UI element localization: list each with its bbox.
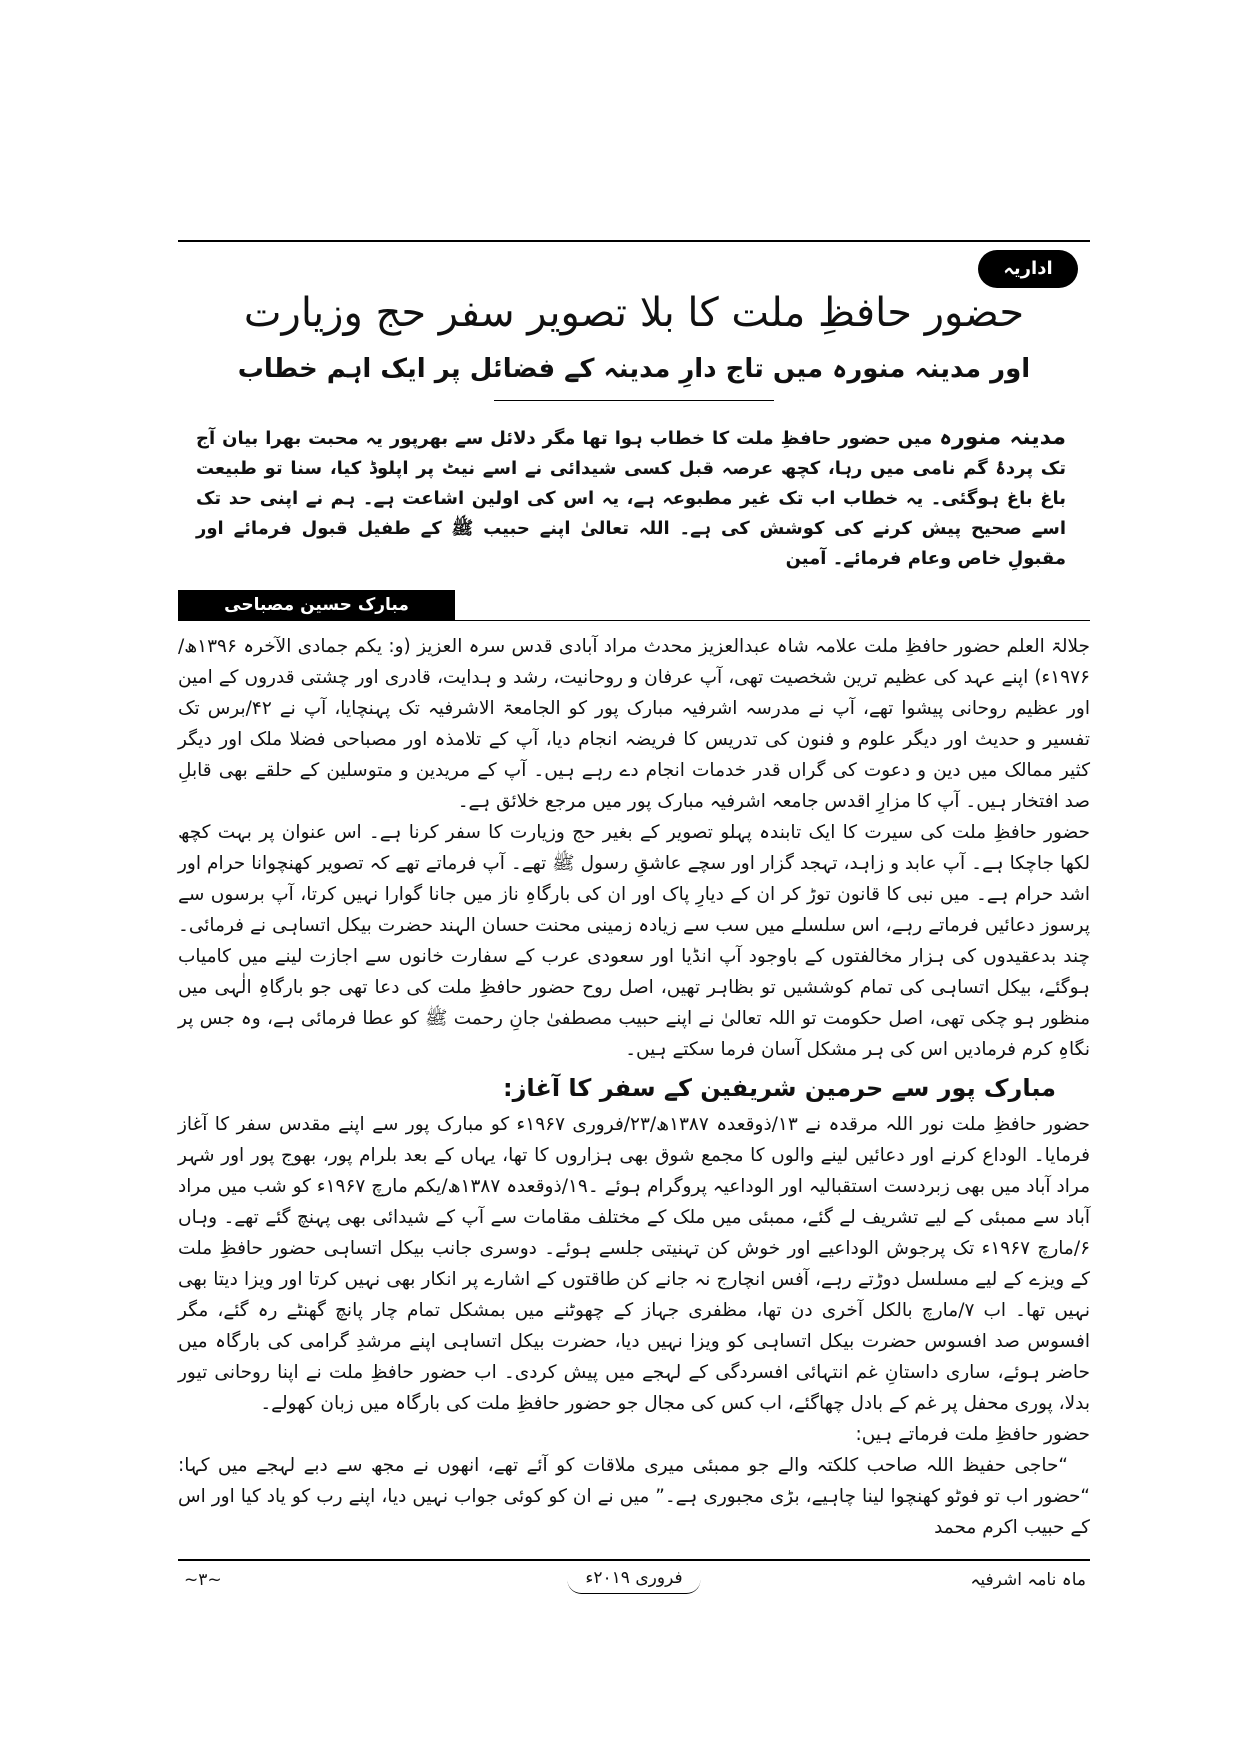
section-paragraph: حضور حافظِ ملت فرماتے ہیں: bbox=[855, 1424, 1090, 1445]
top-rule bbox=[178, 240, 1090, 242]
issue-date: فروری ۲۰۱۹ء bbox=[567, 1563, 700, 1594]
magazine-name: ماہ نامہ اشرفیہ bbox=[970, 1570, 1086, 1590]
article-paragraph: جلالۃ العلم حضور حافظِ ملت علامہ شاہ عبدالعزیز محدث مراد آبادی قدس سرہ العزیز (و: یکم جمادی الآخرہ ۱۳۹۶ھ/۱۹۷۶ء) اپنے عہد کی عظیم ترین شخصیت تھی، آپ عرفان و روحانیت، رشد و ہدایت، قادری اور چشتی قدروں کے امین اور عظیم روحانی پیشوا تھے، آپ نے مدرسہ اشرفیہ مبارک پور کو الجامعۃ الاشرفیہ تک پہنچایا، آپ نے ۴۲/برس تک تفسیر و حدیث اور دیگر علوم و فنون کی تدریس کا فریضہ انجام دیا، آپ کے تلامذہ اور مصباحی فضلا ملک اور دیگر کثیر ممالک میں دین و دعوت کی گراں قدر خدمات انجام دے رہے ہیں۔ آپ کے مریدین و متوسلین کے حلقے بھی قابلِ صد افتخار ہیں۔ آپ کا مزارِ اقدس جامعہ اشرفیہ مبارک پور میں مرجع خلائق ہے۔ bbox=[178, 636, 1090, 812]
page-number: ~۳~ bbox=[184, 1570, 222, 1590]
page-column bbox=[178, 240, 1090, 1597]
article-paragraph: حضور حافظِ ملت کی سیرت کا ایک تابندہ پہلو تصویر کے بغیر حج وزیارت کا سفر کرنا ہے۔ اس عنوان پر بہت کچھ لکھا جاچکا ہے۔ آپ عابد و زاہد، تہجد گزار اور سچے عاشقِ رسول ﷺ تھے۔ آپ فرماتے تھے کہ تصویر کھنچوانا حرام اور اشد حرام ہے۔ میں نبی کا قانون توڑ کر ان کے دیارِ پاک اور ان کی بارگاہِ ناز میں جانا گوارا نہیں کرتا، آپ برسوں سے پرسوز دعائیں فرماتے رہے، اس سلسلے میں سب سے زیادہ زمینی محنت حسان الہند حضرت بیکل اتساہی نے فرمائی۔ چند بدعقیدوں کی ہزار مخالفتوں کے باوجود آپ انڈیا اور سعودی عرب کے سفارت خانوں سے اجازت لینے میں کامیاب ہوگئے، بیکل اتساہی کی تمام کوششیں تو بظاہر تھیں، اصل روح حضور حافظِ ملت کی دعا تھی جو بارگاہِ الٰہی میں منظور ہو چکی تھی، اصل حکومت تو اللہ تعالیٰ نے اپنے حبیب مصطفیٰ جانِ رحمت ﷺ کو عطا فرمائی ہے، وہ جس پر نگاہِ کرم فرمادیں اس کی ہر مشکل آسان فرما سکتے ہیں۔ bbox=[178, 822, 1090, 1060]
intro-paragraph bbox=[178, 423, 1090, 574]
page-footer bbox=[178, 1559, 1090, 1597]
subtitle-divider bbox=[494, 400, 774, 401]
section-heading: مبارک پور سے حرمین شریفین کے سفر کا آغاز: bbox=[503, 1074, 1056, 1102]
author-name: مبارک حسین مصباحی bbox=[178, 590, 455, 620]
author-bar bbox=[178, 590, 1090, 621]
intro-text: میں حضور حافظِ ملت کا خطاب ہوا تھا مگر دلائل سے بھرپور یہ محبت بھرا بیان آج تک پردۂ گم نامی میں رہا، کچھ عرصہ قبل کسی شیدائی نے اسے نیٹ پر اپلوڈ کیا، سنا تو طبیعت باغ باغ ہوگئی۔ یہ خطاب اب تک غیر مطبوعہ ہے، یہ اس کی اولین اشاعت ہے۔ ہم نے اپنی حد تک اسے صحیح پیش کرنے کی کوشش کی ہے۔ اللہ تعالیٰ اپنے حبیب ﷺ کے طفیل قبول فرمائے اور مقبولِ خاص وعام فرمائے۔ آمین bbox=[196, 428, 1066, 569]
section-quote: “حاجی حفیظ اللہ صاحب کلکتہ والے جو ممبئی میری ملاقات کو آئے تھے، انھوں نے مجھ سے دبے لہجے میں کہا: “حضور اب تو فوٹو کھنچوا لینا چاہیے، بڑی مجبوری ہے۔” میں نے ان کو کوئی جواب نہیں دیا، اپنے رب کو یاد کیا اور اس کے حبیب اکرم محمد bbox=[178, 1455, 1090, 1538]
editorial-badge: اداریہ bbox=[978, 250, 1078, 288]
intro-lead: مدینہ منورہ bbox=[939, 425, 1066, 450]
article-body bbox=[178, 631, 1090, 1543]
page-subtitle: اور مدینہ منورہ میں تاج دارِ مدینہ کے فضائل پر ایک اہم خطاب bbox=[237, 354, 1031, 384]
page-title: حضور حافظِ ملت کا بلا تصویر سفر حج وزیارت bbox=[243, 290, 1025, 336]
section-paragraph: حضور حافظِ ملت نور اللہ مرقدہ نے ۱۳/ذوقعدہ ۱۳۸۷ھ/۲۳/فروری ۱۹۶۷ء کو مبارک پور سے اپنے مقدس سفر کا آغاز فرمایا۔ الوداع کرنے اور دعائیں لینے والوں کا مجمع شوق بھی ہزاروں کا تھا، یہاں کے بعد بلرام پور، بھوج پور اور شہر مراد آباد میں بھی زبردست استقبالیہ اور الوداعیہ پروگرام ہوئے ۔۱۹/ذوقعدہ ۱۳۸۷ھ/یکم مارچ ۱۹۶۷ء کو شب میں مراد آباد سے ممبئی کے لیے تشریف لے گئے، ممبئی میں ملک کے مختلف مقامات سے آپ کے شیدائی بھی پہنچ گئے تھے۔ وہاں ۶/مارچ ۱۹۶۷ء تک پرجوش الوداعیے اور خوش کن تہنیتی جلسے ہوئے۔ دوسری جانب بیکل اتساہی حضور حافظِ ملت کے ویزے کے لیے مسلسل دوڑتے رہے، آفس انچارج نہ جانے کن طاقتوں کے اشارے پر انکار بھی نہیں کرتا اور ویزا دیتا بھی نہیں تھا۔ اب ۷/مارچ بالکل آخری دن تھا، مظفری جہاز کے چھوٹنے میں بمشکل تمام چار پانچ گھنٹے رہ گئے، مگر افسوس صد افسوس حضرت بیکل اتساہی کو ویزا نہیں دیا، حضرت بیکل اتساہی اپنے مرشدِ گرامی کی بارگاہ میں حاضر ہوئے، ساری داستانِ غم انتہائی افسردگی کے لہجے میں پیش کردی۔ اب حضور حافظِ ملت نے اپنا روحانی تیور بدلا، پوری محفل پر غم کے بادل چھاگئے، اب کس کی مجال جو حضور حافظِ ملت کی بارگاہ میں زبان کھولے۔ bbox=[178, 1114, 1091, 1414]
